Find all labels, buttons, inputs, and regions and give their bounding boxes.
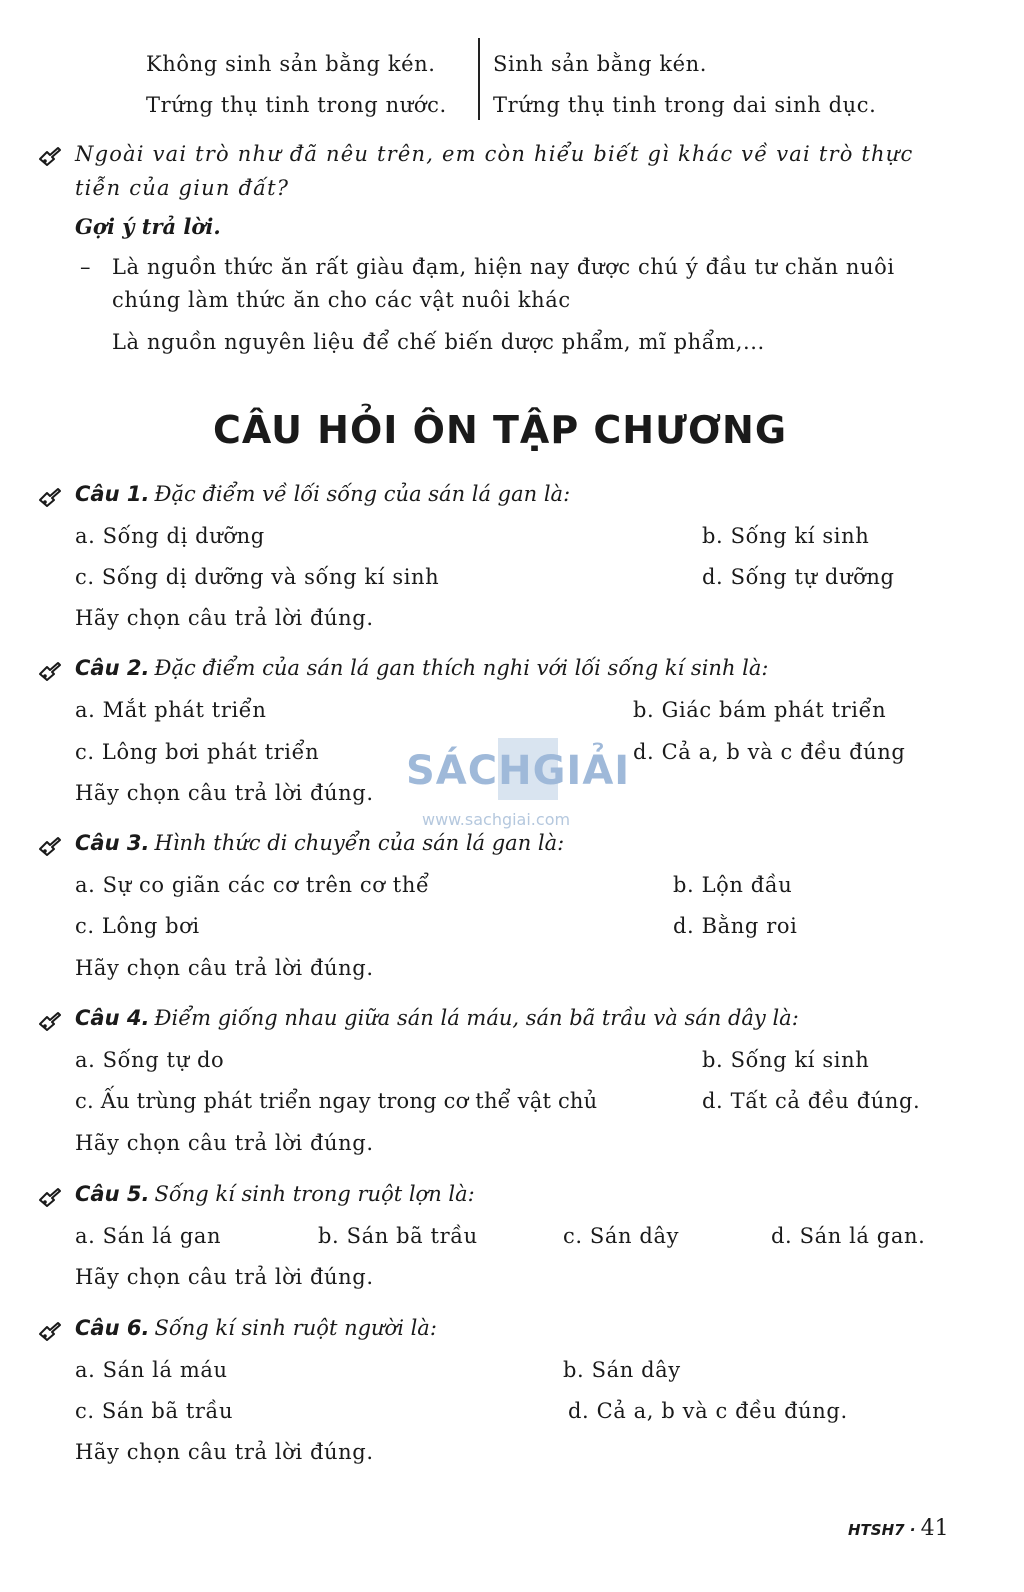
option-a: a. Sự co giãn các cơ trên cơ thể: [75, 873, 430, 897]
hand-pointer-icon: [38, 1320, 62, 1342]
hint-label: Gợi ý trả lời.: [75, 214, 221, 239]
hand-pointer-icon: [38, 835, 62, 857]
question-6: [75, 1316, 437, 1340]
answer-prompt: Hãy chọn câu trả lời đúng.: [75, 1440, 374, 1464]
option-b: b. Sán dây: [563, 1358, 681, 1382]
option-a: a. Sống tự do: [75, 1048, 225, 1072]
hand-pointer-icon: [38, 1186, 62, 1208]
option-b: b. Giác bám phát triển: [633, 698, 887, 722]
option-a: a. Sán lá gan: [75, 1224, 222, 1248]
question-4: [75, 1006, 799, 1030]
question-text: Hình thức di chuyển của sán lá gan là:: [154, 831, 565, 855]
option-c: c. Sán bã trầu: [75, 1399, 234, 1423]
question-label: Câu 1.: [75, 482, 150, 506]
chapter-review-heading: CÂU HỎI ÔN TẬP CHƯƠNG: [212, 408, 788, 452]
hand-pointer-icon: [38, 486, 62, 508]
question-1: [75, 482, 570, 506]
page-footer: [848, 1516, 949, 1541]
answer-line-3: Là nguồn nguyên liệu để chế biến dược phẩm, mĩ phẩm,...: [112, 330, 765, 354]
option-a: a. Sán lá máu: [75, 1358, 228, 1382]
page-number: 41: [920, 1516, 949, 1541]
question-text: Đặc điểm của sán lá gan thích nghi với lối sống kí sinh là:: [154, 656, 769, 680]
answer-line-2: chúng làm thức ăn cho các vật nuôi khác: [112, 288, 571, 312]
option-b: b. Sống kí sinh: [702, 524, 870, 548]
comparison-left-1: Không sinh sản bằng kén.: [146, 52, 436, 76]
answer-prompt: Hãy chọn câu trả lời đúng.: [75, 956, 374, 980]
hand-pointer-icon: [38, 660, 62, 682]
question-label: Câu 3.: [75, 831, 150, 855]
option-d: d. Bằng roi: [673, 914, 798, 938]
extra-question-line-2: tiễn của giun đất?: [75, 176, 290, 200]
question-text: Đặc điểm về lối sống của sán lá gan là:: [154, 482, 571, 506]
comparison-right-2: Trứng thụ tinh trong dai sinh dục.: [493, 93, 877, 117]
answer-prompt: Hãy chọn câu trả lời đúng.: [75, 781, 374, 805]
option-c: c. Lông bơi phát triển: [75, 740, 320, 764]
footer-label: HTSH7 ·: [848, 1521, 916, 1539]
comparison-left-2: Trứng thụ tinh trong nước.: [146, 93, 447, 117]
question-3: [75, 831, 564, 855]
answer-prompt: Hãy chọn câu trả lời đúng.: [75, 606, 374, 630]
question-label: Câu 4.: [75, 1006, 150, 1030]
option-b: b. Sán bã trầu: [318, 1224, 478, 1248]
dash-marker: –: [80, 255, 92, 279]
watermark-url: www.sachgiai.com: [422, 810, 571, 829]
option-d: d. Tất cả đều đúng.: [702, 1089, 921, 1113]
option-b: b. Lộn đầu: [673, 873, 793, 897]
hand-pointer-icon: [38, 1010, 62, 1032]
option-d: d. Sán lá gan.: [771, 1224, 926, 1248]
option-d: d. Cả a, b và c đều đúng: [633, 740, 906, 764]
option-b: b. Sống kí sinh: [702, 1048, 870, 1072]
extra-question-line-1: Ngoài vai trò như đã nêu trên, em còn hiểu biết gì khác về vai trò thực: [75, 142, 914, 166]
question-5: [75, 1182, 475, 1206]
hand-pointer-icon: [38, 145, 62, 167]
option-d: d. Cả a, b và c đều đúng.: [568, 1399, 848, 1423]
question-text: Sống kí sinh ruột người là:: [154, 1316, 437, 1340]
question-text: Điểm giống nhau giữa sán lá máu, sán bã trầu và sán dây là:: [154, 1006, 799, 1030]
option-d: d. Sống tự dưỡng: [702, 565, 895, 589]
option-a: a. Sống dị dưỡng: [75, 524, 265, 548]
comparison-right-1: Sinh sản bằng kén.: [493, 52, 708, 76]
question-label: Câu 5.: [75, 1182, 150, 1206]
question-label: Câu 2.: [75, 656, 150, 680]
question-2: [75, 656, 768, 680]
option-a: a. Mắt phát triển: [75, 698, 267, 722]
option-c: c. Lông bơi: [75, 914, 200, 938]
question-label: Câu 6.: [75, 1316, 150, 1340]
answer-line-1: Là nguồn thức ăn rất giàu đạm, hiện nay được chú ý đầu tư chăn nuôi: [112, 255, 895, 279]
answer-prompt: Hãy chọn câu trả lời đúng.: [75, 1265, 374, 1289]
answer-prompt: Hãy chọn câu trả lời đúng.: [75, 1131, 374, 1155]
option-c: c. Sống dị dưỡng và sống kí sinh: [75, 565, 440, 589]
option-c: c. Ấu trùng phát triển ngay trong cơ thể vật chủ: [75, 1089, 598, 1113]
question-text: Sống kí sinh trong ruột lợn là:: [154, 1182, 475, 1206]
column-divider: [478, 38, 480, 120]
option-c: c. Sán dây: [563, 1224, 680, 1248]
watermark-brand: SÁCHGIẢI: [406, 748, 631, 794]
